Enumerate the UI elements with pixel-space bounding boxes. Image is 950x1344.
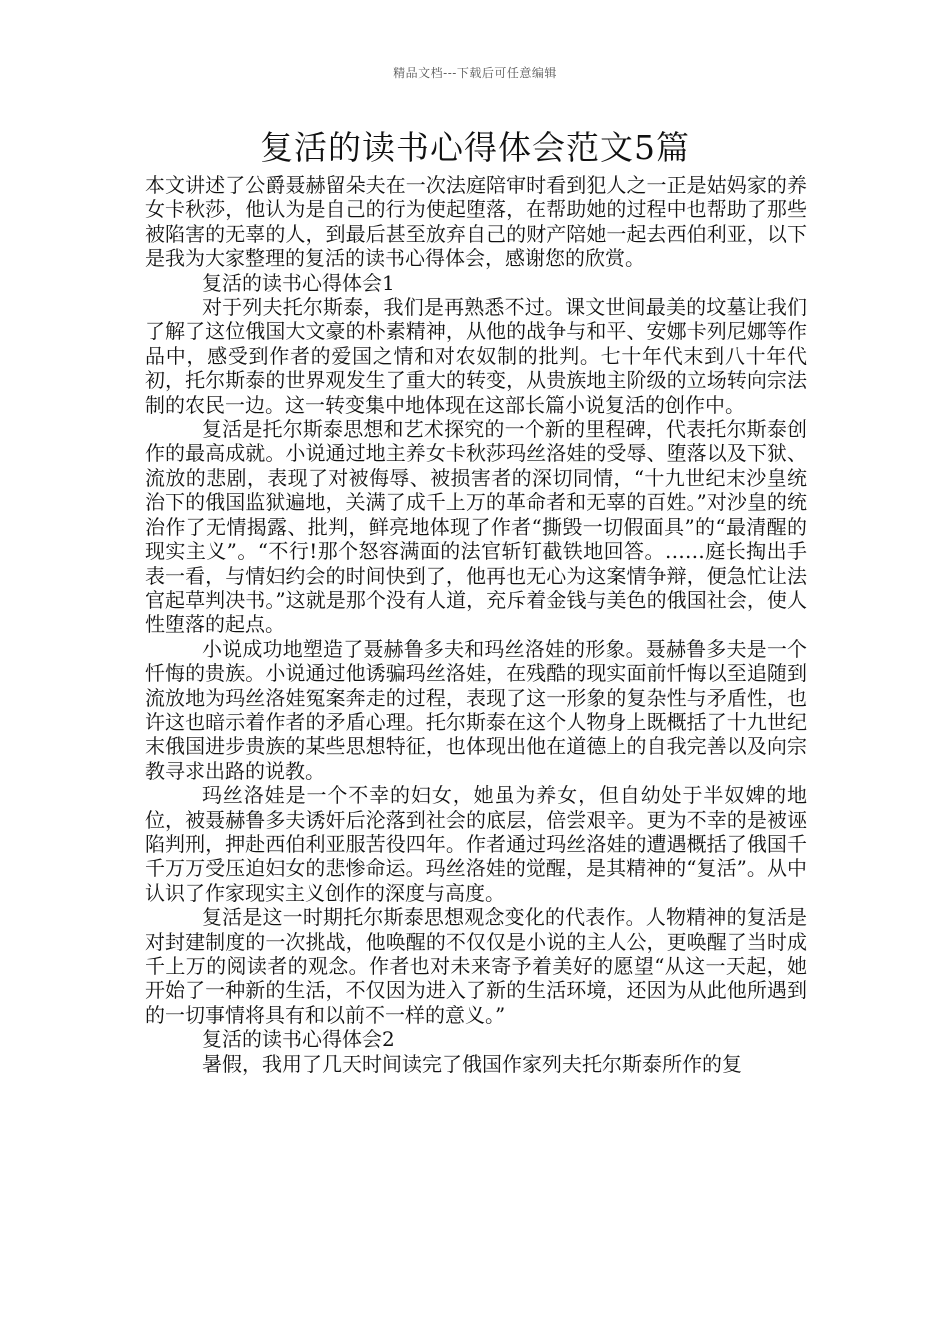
document-title: 复活的读书心得体会范文5篇: [260, 128, 690, 167]
body-paragraph: 对于列夫托尔斯泰，我们是再熟悉不过。课文世间最美的坟墓让我们了解了这位俄国大文豪的朴素精神，从他的战争与和平、安娜卡列尼娜等作品中，感受到作者的爱国之情和对农奴制的批判。七十年代末到八十年代初，托尔斯泰的世界观发生了重大的转变，从贵族地主阶级的立场转向宗法制的农民一边。这一转变集中地体现在这部长篇小说复活的创作中。: [145, 295, 807, 417]
section-heading-2: 复活的读书心得体会2: [202, 1027, 395, 1052]
body-paragraph: 暑假，我用了几天时间读完了俄国作家列夫托尔斯泰所作的复: [202, 1051, 742, 1076]
body-paragraph: 复活是这一时期托尔斯泰思想观念变化的代表作。人物精神的复活是对封建制度的一次挑战，他唤醒的不仅仅是小说的主人公，更唤醒了当时成千上万的阅读者的观念。作者也对未来寄予着美好的愿望“从这一天起，她开始了一种新的生活，不仅因为进入了新的生活环境，还因为从此他所遇到的一切事情将具有和以前不一样的意义。”: [145, 905, 807, 1027]
document-body: [145, 173, 807, 1076]
body-paragraph: 小说成功地塑造了聂赫鲁多夫和玛丝洛娃的形象。聂赫鲁多夫是一个忏悔的贵族。小说通过他诱骗玛丝洛娃，在残酷的现实面前忏悔以至追随到流放地为玛丝洛娃冤案奔走的过程，表现了这一形象的复杂性与矛盾性，也许这也暗示着作者的矛盾心理。托尔斯泰在这个人物身上既概括了十九世纪末俄国进步贵族的某些思想特征，也体现出他在道德上的自我完善以及向宗教寻求出路的说教。: [145, 636, 807, 783]
intro-paragraph: 本文讲述了公爵聂赫留朵夫在一次法庭陪审时看到犯人之一正是姑妈家的养女卡秋莎，他认为是自己的行为使起堕落，在帮助她的过程中也帮助了那些被陷害的无辜的人，到最后甚至放弃自己的财产陪她一起去西伯利亚，以下是我为大家整理的复活的读书心得体会，感谢您的欣赏。: [145, 173, 807, 271]
body-paragraph: 玛丝洛娃是一个不幸的妇女，她虽为养女，但自幼处于半奴婢的地位，被聂赫鲁多夫诱奸后沦落到社会的底层，倍尝艰辛。更为不幸的是被诬陷判刑，押赴西伯利亚服苦役四年。作者通过玛丝洛娃的遭遇概括了俄国千千万万受压迫妇女的悲惨命运。玛丝洛娃的觉醒，是其精神的“复活”。从中认识了作家现实主义创作的深度与高度。: [145, 783, 807, 905]
section-heading-1: 复活的读书心得体会1: [202, 270, 395, 295]
header-note: 精品文档---下载后可任意编辑: [393, 66, 557, 80]
body-paragraph: 复活是托尔斯泰思想和艺术探究的一个新的里程碑，代表托尔斯泰创作的最高成就。小说通过地主养女卡秋莎玛丝洛娃的受辱、堕落以及下狱、流放的悲剧，表现了对被侮辱、被损害者的深切同情，“十九世纪末沙皇统治下的俄国监狱遍地，关满了成千上万的革命者和无辜的百姓。”对沙皇的统治作了无情揭露、批判，鲜亮地体现了作者“撕毁一切假面具”的“最清醒的现实主义”。“不行!那个怒容满面的法官斩钉截铁地回答。……庭长掏出手表一看，与情妇约会的时间快到了，他再也无心为这案情争辩，便急忙让法官起草判决书。”这就是那个没有人道，充斥着金钱与美色的俄国社会，使人性堕落的起点。: [145, 417, 807, 637]
